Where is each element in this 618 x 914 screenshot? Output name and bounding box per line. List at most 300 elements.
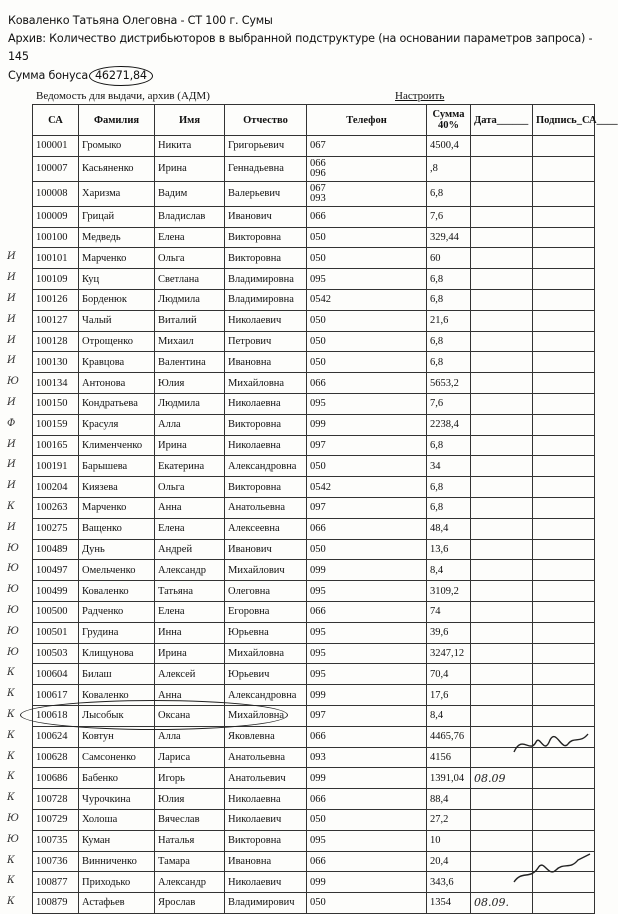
- cell-patronymic: Михайловна: [225, 373, 307, 394]
- margin-mark: К: [7, 855, 15, 866]
- cell-name: Елена: [155, 601, 225, 622]
- cell-surname: Харизма: [79, 181, 155, 206]
- cell-patronymic: Геннадьевна: [225, 156, 307, 181]
- cell-date: [471, 289, 533, 310]
- cell-name: Светлана: [155, 269, 225, 290]
- cell-patronymic: Викторовна: [225, 477, 307, 498]
- table-row: [33, 477, 595, 498]
- cell-name: Ирина: [155, 156, 225, 181]
- cell-ca: 100879: [33, 893, 79, 914]
- cell-ca: 100130: [33, 352, 79, 373]
- table-row: [33, 269, 595, 290]
- cell-patronymic: Петрович: [225, 331, 307, 352]
- margin-mark: К: [7, 501, 15, 512]
- cell-phone: 066: [307, 789, 427, 810]
- cell-phone: 095: [307, 269, 427, 290]
- table-row: [33, 289, 595, 310]
- cell-name: Ольга: [155, 477, 225, 498]
- cell-signature: [533, 136, 595, 157]
- cell-name: Наталья: [155, 830, 225, 851]
- cell-sum: 74: [427, 601, 471, 622]
- cell-patronymic: Анатольевич: [225, 768, 307, 789]
- cell-date: [471, 477, 533, 498]
- cell-phone: 066: [307, 726, 427, 747]
- cell-name: Ирина: [155, 435, 225, 456]
- cell-surname: Чурочкина: [79, 789, 155, 810]
- table-header-row: [33, 105, 595, 136]
- cell-ca: 100500: [33, 601, 79, 622]
- cell-date: [471, 156, 533, 181]
- cell-ca: 100604: [33, 664, 79, 685]
- cell-date: [471, 893, 533, 914]
- cell-signature: [533, 830, 595, 851]
- cell-sum: 7,6: [427, 393, 471, 414]
- margin-mark: Ю: [7, 563, 19, 574]
- cell-patronymic: Ивановна: [225, 352, 307, 373]
- cell-signature: [533, 581, 595, 602]
- cell-name: Вячеслав: [155, 809, 225, 830]
- table-row: [33, 893, 595, 914]
- cell-name: Оксана: [155, 705, 225, 726]
- cell-phone: 050: [307, 227, 427, 248]
- cell-name: Людмила: [155, 289, 225, 310]
- cell-signature: [533, 414, 595, 435]
- cell-signature: [533, 809, 595, 830]
- signature-mark: [508, 850, 594, 886]
- cell-sum: 10: [427, 830, 471, 851]
- table-row: [33, 456, 595, 477]
- cell-phone: 095: [307, 664, 427, 685]
- table-row: [33, 414, 595, 435]
- margin-mark: И: [7, 314, 16, 325]
- cell-ca: 100007: [33, 156, 79, 181]
- cell-sum: 20,4: [427, 851, 471, 872]
- margin-mark: К: [7, 709, 15, 720]
- cell-phone: 050: [307, 456, 427, 477]
- margin-mark: И: [7, 293, 16, 304]
- cell-date: [471, 269, 533, 290]
- cell-patronymic: Александровна: [225, 685, 307, 706]
- cell-sum: 6,8: [427, 497, 471, 518]
- cell-name: Вадим: [155, 181, 225, 206]
- cell-patronymic: Егоровна: [225, 601, 307, 622]
- cell-date: [471, 622, 533, 643]
- cell-date: [471, 331, 533, 352]
- cell-patronymic: Николаевич: [225, 809, 307, 830]
- margin-mark: И: [7, 439, 16, 450]
- table-row: [33, 539, 595, 560]
- cell-surname: Грицай: [79, 206, 155, 227]
- cell-surname: Клименченко: [79, 435, 155, 456]
- col-header-signature: Подпись_СА____: [533, 105, 595, 136]
- cell-date: [471, 435, 533, 456]
- cell-sum: 3247,12: [427, 643, 471, 664]
- cell-date: [471, 373, 533, 394]
- cell-surname: Отрощенко: [79, 331, 155, 352]
- cell-name: Никита: [155, 136, 225, 157]
- table-row: [33, 310, 595, 331]
- cell-sum: 6,8: [427, 269, 471, 290]
- cell-phone: 097: [307, 705, 427, 726]
- cell-signature: [533, 768, 595, 789]
- cell-ca: 100628: [33, 747, 79, 768]
- cell-signature: [533, 206, 595, 227]
- cell-ca: 100128: [33, 331, 79, 352]
- cell-signature: [533, 622, 595, 643]
- cell-name: Татьяна: [155, 581, 225, 602]
- cell-ca: 100204: [33, 477, 79, 498]
- phone-line: 096: [310, 167, 326, 179]
- cell-sum: 1354: [427, 893, 471, 914]
- table-row: [33, 206, 595, 227]
- cell-sum: 6,8: [427, 352, 471, 373]
- cell-name: Андрей: [155, 539, 225, 560]
- cell-name: Анна: [155, 497, 225, 518]
- cell-patronymic: Анатольевна: [225, 497, 307, 518]
- cell-date: [471, 456, 533, 477]
- cell-name: Алексей: [155, 664, 225, 685]
- cell-surname: Марченко: [79, 497, 155, 518]
- cell-patronymic: Николаевна: [225, 789, 307, 810]
- cell-ca: 100503: [33, 643, 79, 664]
- cell-ca: 100499: [33, 581, 79, 602]
- cell-sum: 3109,2: [427, 581, 471, 602]
- cell-ca: 100165: [33, 435, 79, 456]
- cell-surname: Чалый: [79, 310, 155, 331]
- table-row: [33, 560, 595, 581]
- table-row: [33, 136, 595, 157]
- cell-patronymic: Григорьевич: [225, 136, 307, 157]
- cell-date: [471, 601, 533, 622]
- margin-mark: И: [7, 397, 16, 408]
- cell-patronymic: Викторовна: [225, 830, 307, 851]
- cell-sum: 4156: [427, 747, 471, 768]
- cell-surname: Касьяненко: [79, 156, 155, 181]
- cell-ca: 100263: [33, 497, 79, 518]
- cell-sum: 8,4: [427, 560, 471, 581]
- cell-ca: 100001: [33, 136, 79, 157]
- margin-mark: Ю: [7, 605, 19, 616]
- phone-line: 093: [310, 192, 326, 204]
- cell-surname: Борденюк: [79, 289, 155, 310]
- cell-date: [471, 705, 533, 726]
- cell-surname: Антонова: [79, 373, 155, 394]
- cell-ca: 100150: [33, 393, 79, 414]
- cell-date: [471, 227, 533, 248]
- cell-date: [471, 768, 533, 789]
- cell-phone: 050: [307, 539, 427, 560]
- cell-phone: 095: [307, 393, 427, 414]
- margin-mark: Ю: [7, 543, 19, 554]
- cell-ca: 100127: [33, 310, 79, 331]
- cell-signature: [533, 310, 595, 331]
- bonus-sum-value: 46271,84: [89, 66, 153, 86]
- cell-name: Ярослав: [155, 893, 225, 914]
- statement-subtitle: Ведомость для выдачи, архив (АДМ): [36, 90, 210, 102]
- margin-mark: Ф: [7, 418, 16, 429]
- cell-phone: 050: [307, 352, 427, 373]
- cell-ca: 100877: [33, 872, 79, 893]
- cell-sum: 34: [427, 456, 471, 477]
- col-header-date: Дата______: [471, 105, 533, 136]
- cell-name: Юлия: [155, 373, 225, 394]
- cell-ca: 100729: [33, 809, 79, 830]
- cell-surname: Куман: [79, 830, 155, 851]
- cell-date: [471, 581, 533, 602]
- cell-signature: [533, 352, 595, 373]
- col-header-patronymic: Отчество: [225, 105, 307, 136]
- cell-name: Елена: [155, 518, 225, 539]
- table-row: [33, 373, 595, 394]
- cell-date: [471, 248, 533, 269]
- col-header-sum: Сумма 40%: [427, 105, 471, 136]
- cell-ca: 100735: [33, 830, 79, 851]
- cell-date: [471, 809, 533, 830]
- cell-ca: 100489: [33, 539, 79, 560]
- margin-mark: Ю: [7, 813, 19, 824]
- cell-sum: 4500,4: [427, 136, 471, 157]
- phone-line: 066: [310, 157, 326, 169]
- cell-signature: [533, 181, 595, 206]
- margin-mark: Ю: [7, 626, 19, 637]
- cell-phone: 095: [307, 622, 427, 643]
- table-row: [33, 830, 595, 851]
- table-row: [33, 664, 595, 685]
- cell-phone: [307, 181, 427, 206]
- cell-sum: 7,6: [427, 206, 471, 227]
- cell-sum: 88,4: [427, 789, 471, 810]
- cell-signature: [533, 248, 595, 269]
- configure-link[interactable]: Настроить: [395, 90, 445, 102]
- cell-date: [471, 310, 533, 331]
- handwritten-date: 08.09: [474, 771, 506, 785]
- col-header-name: Имя: [155, 105, 225, 136]
- cell-name: Михаил: [155, 331, 225, 352]
- cell-patronymic: Викторовна: [225, 227, 307, 248]
- cell-phone: 066: [307, 373, 427, 394]
- cell-date: [471, 560, 533, 581]
- cell-sum: 8,4: [427, 705, 471, 726]
- cell-surname: Холоша: [79, 809, 155, 830]
- cell-ca: 100501: [33, 622, 79, 643]
- cell-patronymic: Олеговна: [225, 581, 307, 602]
- cell-patronymic: Викторовна: [225, 248, 307, 269]
- cell-phone: 066: [307, 601, 427, 622]
- table-row: [33, 518, 595, 539]
- margin-mark: К: [7, 875, 15, 886]
- table-row: [33, 622, 595, 643]
- cell-date: [471, 664, 533, 685]
- table-row: [33, 227, 595, 248]
- cell-patronymic: Михайловна: [225, 643, 307, 664]
- cell-ca: 100191: [33, 456, 79, 477]
- cell-ca: 100100: [33, 227, 79, 248]
- cell-name: Игорь: [155, 768, 225, 789]
- cell-patronymic: Владимировна: [225, 269, 307, 290]
- cell-patronymic: Александровна: [225, 456, 307, 477]
- cell-name: Инна: [155, 622, 225, 643]
- cell-signature: [533, 477, 595, 498]
- cell-signature: [533, 893, 595, 914]
- cell-signature: [533, 685, 595, 706]
- cell-surname: Билаш: [79, 664, 155, 685]
- table-row: [33, 352, 595, 373]
- table-row: [33, 809, 595, 830]
- document-header: [8, 12, 600, 86]
- cell-sum: ,8: [427, 156, 471, 181]
- cell-name: Александр: [155, 872, 225, 893]
- cell-phone: 050: [307, 809, 427, 830]
- cell-surname: Лысобык: [79, 705, 155, 726]
- margin-mark: Ю: [7, 584, 19, 595]
- cell-ca: 100275: [33, 518, 79, 539]
- cell-phone: 097: [307, 497, 427, 518]
- cell-patronymic: Валерьевич: [225, 181, 307, 206]
- cell-date: [471, 181, 533, 206]
- cell-patronymic: Николаевна: [225, 393, 307, 414]
- col-header-ca: СА: [33, 105, 79, 136]
- cell-ca: 100497: [33, 560, 79, 581]
- cell-sum: 4465,76: [427, 726, 471, 747]
- cell-signature: [533, 227, 595, 248]
- cell-surname: Марченко: [79, 248, 155, 269]
- cell-surname: Астафьев: [79, 893, 155, 914]
- cell-ca: 100009: [33, 206, 79, 227]
- cell-sum: 1391,04: [427, 768, 471, 789]
- handwritten-date: 08.09.: [474, 896, 509, 910]
- cell-phone: 067: [307, 136, 427, 157]
- cell-sum: 17,6: [427, 685, 471, 706]
- cell-surname: Самсоненко: [79, 747, 155, 768]
- table-row: [33, 789, 595, 810]
- margin-mark: К: [7, 771, 15, 782]
- header-bonus-line: [8, 66, 600, 86]
- cell-surname: Коваленко: [79, 685, 155, 706]
- cell-surname: Приходько: [79, 872, 155, 893]
- payout-table: [32, 104, 618, 914]
- bonus-label: Сумма бонуса: [8, 69, 89, 82]
- margin-mark: К: [7, 730, 15, 741]
- cell-phone: 099: [307, 414, 427, 435]
- cell-date: [471, 685, 533, 706]
- cell-name: Владислав: [155, 206, 225, 227]
- cell-signature: [533, 518, 595, 539]
- cell-date: [471, 136, 533, 157]
- cell-name: Лариса: [155, 747, 225, 768]
- cell-signature: [533, 331, 595, 352]
- cell-phone: 099: [307, 872, 427, 893]
- cell-name: Ольга: [155, 248, 225, 269]
- cell-sum: 6,8: [427, 435, 471, 456]
- cell-surname: Дунь: [79, 539, 155, 560]
- cell-date: [471, 539, 533, 560]
- cell-sum: 39,6: [427, 622, 471, 643]
- cell-patronymic: Юрьевна: [225, 622, 307, 643]
- cell-signature: [533, 497, 595, 518]
- cell-date: [471, 497, 533, 518]
- highlight-oval: [20, 700, 288, 730]
- cell-patronymic: Николаевна: [225, 435, 307, 456]
- margin-mark: К: [7, 667, 15, 678]
- cell-date: [471, 643, 533, 664]
- cell-surname: Киязева: [79, 477, 155, 498]
- table-row: [33, 643, 595, 664]
- cell-name: Виталий: [155, 310, 225, 331]
- cell-name: Тамара: [155, 851, 225, 872]
- cell-phone: 066: [307, 518, 427, 539]
- cell-phone: 050: [307, 248, 427, 269]
- cell-surname: Красуля: [79, 414, 155, 435]
- cell-surname: Радченко: [79, 601, 155, 622]
- margin-mark: К: [7, 751, 15, 762]
- cell-surname: Омельченко: [79, 560, 155, 581]
- col-header-surname: Фамилия: [79, 105, 155, 136]
- cell-date: [471, 518, 533, 539]
- cell-phone: 050: [307, 310, 427, 331]
- cell-patronymic: Иванович: [225, 206, 307, 227]
- table-row: [33, 435, 595, 456]
- cell-patronymic: Юрьевич: [225, 664, 307, 685]
- cell-phone: 0542: [307, 477, 427, 498]
- cell-name: Александр: [155, 560, 225, 581]
- cell-surname: Коваленко: [79, 581, 155, 602]
- margin-mark: И: [7, 459, 16, 470]
- cell-surname: Винниченко: [79, 851, 155, 872]
- cell-ca: 100134: [33, 373, 79, 394]
- cell-surname: Куц: [79, 269, 155, 290]
- cell-ca: 100686: [33, 768, 79, 789]
- cell-ca: 100728: [33, 789, 79, 810]
- cell-patronymic: Михайлович: [225, 560, 307, 581]
- cell-signature: [533, 393, 595, 414]
- margin-mark: К: [7, 792, 15, 803]
- cell-patronymic: Ивановна: [225, 851, 307, 872]
- table-row: [33, 393, 595, 414]
- cell-surname: Громыко: [79, 136, 155, 157]
- cell-date: [471, 352, 533, 373]
- margin-mark: К: [7, 688, 15, 699]
- margin-mark: И: [7, 272, 16, 283]
- cell-name: Людмила: [155, 393, 225, 414]
- cell-patronymic: Викторовна: [225, 414, 307, 435]
- cell-sum: 48,4: [427, 518, 471, 539]
- cell-signature: [533, 456, 595, 477]
- cell-ca: 100008: [33, 181, 79, 206]
- table-row: [33, 768, 595, 789]
- cell-date: [471, 789, 533, 810]
- margin-mark: И: [7, 335, 16, 346]
- cell-name: Алла: [155, 726, 225, 747]
- cell-patronymic: Михайловна: [225, 705, 307, 726]
- cell-signature: [533, 156, 595, 181]
- cell-sum: 2238,4: [427, 414, 471, 435]
- cell-phone: 099: [307, 768, 427, 789]
- cell-date: [471, 830, 533, 851]
- cell-patronymic: Владимирович: [225, 893, 307, 914]
- cell-ca: 100109: [33, 269, 79, 290]
- cell-sum: 6,8: [427, 477, 471, 498]
- cell-sum: 6,8: [427, 289, 471, 310]
- cell-sum: 70,4: [427, 664, 471, 685]
- cell-sum: 13,6: [427, 539, 471, 560]
- cell-surname: Кондратьева: [79, 393, 155, 414]
- margin-mark: К: [7, 896, 15, 907]
- cell-signature: [533, 269, 595, 290]
- cell-phone: 095: [307, 830, 427, 851]
- cell-patronymic: Яковлевна: [225, 726, 307, 747]
- cell-name: Валентина: [155, 352, 225, 373]
- table-row: [33, 497, 595, 518]
